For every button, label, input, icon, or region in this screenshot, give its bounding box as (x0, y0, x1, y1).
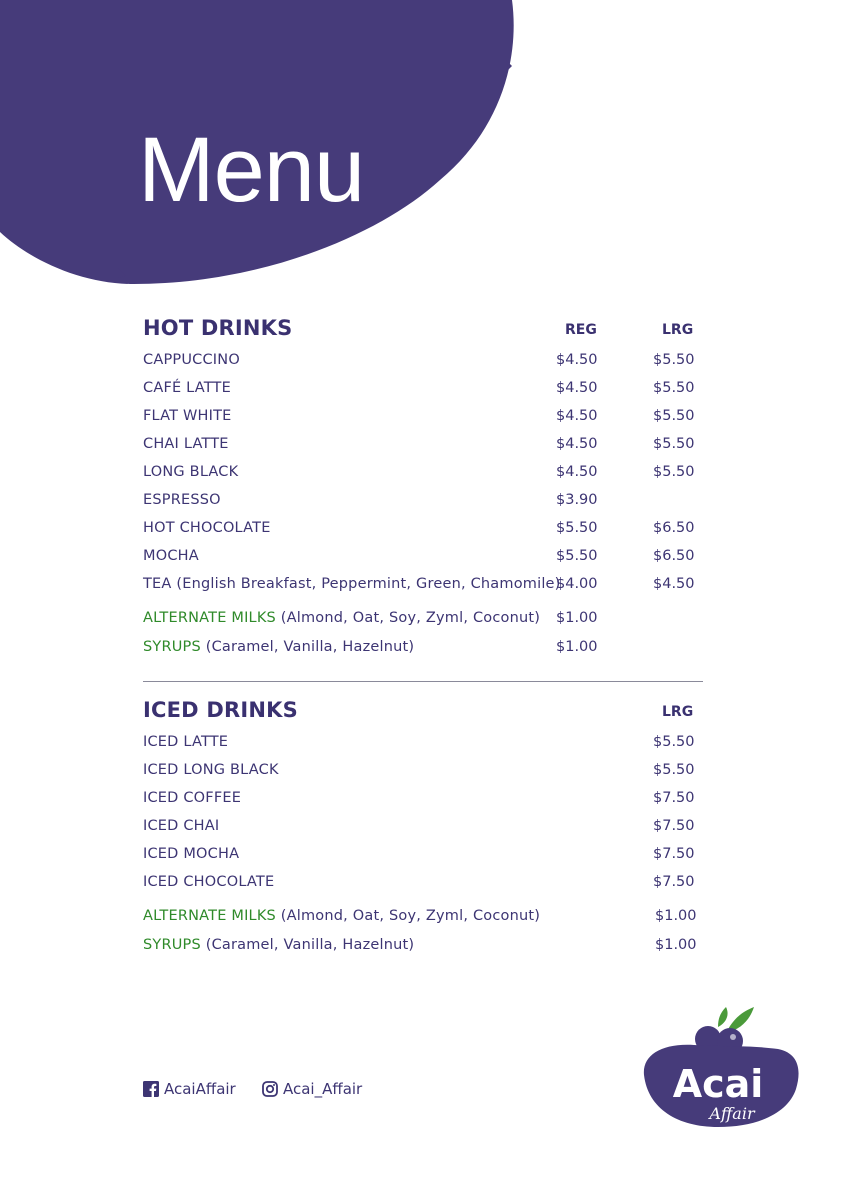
menu-item (143, 520, 703, 548)
menu-item-name: ICED LATTE (143, 734, 229, 750)
menu-extra (143, 908, 703, 937)
price-reg: $4.50 (556, 436, 598, 452)
menu-item (143, 436, 703, 464)
menu-item-name: CAPPUCCINO (143, 352, 240, 368)
extra-name (143, 610, 540, 626)
menu-item-name: ICED LONG BLACK (143, 762, 279, 778)
hot-drinks-section (143, 316, 703, 668)
extra-price: $1.00 (556, 639, 598, 655)
menu-item-name: LONG BLACK (143, 464, 239, 480)
menu-item (143, 846, 703, 874)
menu-item (143, 818, 703, 846)
menu-extra (143, 937, 703, 966)
page-title: Menu (138, 119, 365, 221)
price-lrg: $7.50 (653, 790, 695, 806)
price-lrg: $5.50 (653, 408, 695, 424)
menu-item-name: ESPRESSO (143, 492, 221, 508)
section-title: HOT DRINKS (143, 316, 293, 340)
price-lrg: $7.50 (653, 818, 695, 834)
menu-item-name: CHAI LATTE (143, 436, 229, 452)
hot-drinks-header (143, 316, 703, 352)
menu-extra (143, 639, 703, 668)
menu-item (143, 492, 703, 520)
menu-item-name: ICED MOCHA (143, 846, 240, 862)
section-divider (143, 681, 703, 682)
column-header-lrg: LRG (662, 322, 694, 338)
menu-item (143, 762, 703, 790)
price-reg: $4.50 (556, 352, 598, 368)
iced-drinks-extras (143, 908, 703, 966)
menu-item-name: ICED COFFEE (143, 790, 242, 806)
instagram-icon (262, 1081, 278, 1097)
extra-label: SYRUPS (143, 639, 201, 655)
hot-drinks-extras (143, 610, 703, 668)
extra-note: (Almond, Oat, Soy, Zyml, Coconut) (275, 610, 541, 626)
extra-label: ALTERNATE MILKS (143, 908, 276, 924)
menu-item (143, 874, 703, 902)
menu-item (143, 548, 703, 576)
menu-item (143, 380, 703, 408)
price-lrg: $5.50 (653, 436, 695, 452)
iced-drinks-list (143, 734, 703, 902)
price-lrg: $6.50 (653, 520, 695, 536)
price-reg: $3.90 (556, 492, 598, 508)
menu-item (143, 408, 703, 436)
menu-item-name: TEA (English Breakfast, Peppermint, Green, Chamomile) (143, 576, 561, 592)
extra-label: ALTERNATE MILKS (143, 610, 276, 626)
price-lrg: $7.50 (653, 874, 695, 890)
price-lrg: $5.50 (653, 734, 695, 750)
extra-name (143, 639, 414, 655)
iced-drinks-header (143, 698, 703, 734)
extra-note: (Caramel, Vanilla, Hazelnut) (200, 937, 415, 953)
menu-item (143, 464, 703, 492)
extra-price: $1.00 (655, 908, 697, 924)
acai-affair-logo (638, 1005, 803, 1135)
extra-name (143, 908, 540, 924)
price-reg: $5.50 (556, 548, 598, 564)
facebook-link[interactable] (143, 1080, 236, 1098)
extra-note: (Almond, Oat, Soy, Zyml, Coconut) (275, 908, 541, 924)
menu-item-name: FLAT WHITE (143, 408, 232, 424)
extra-note: (Caramel, Vanilla, Hazelnut) (200, 639, 415, 655)
price-lrg: $5.50 (653, 762, 695, 778)
facebook-handle: AcaiAffair (164, 1080, 236, 1098)
iced-drinks-section (143, 698, 703, 966)
price-lrg: $5.50 (653, 352, 695, 368)
logo-script-text: Affair (709, 1104, 755, 1123)
menu-item-name: HOT CHOCOLATE (143, 520, 271, 536)
extra-price: $1.00 (556, 610, 598, 626)
menu-extra (143, 610, 703, 639)
price-reg: $4.50 (556, 408, 598, 424)
instagram-link[interactable] (262, 1080, 362, 1098)
menu-item-name: ICED CHAI (143, 818, 220, 834)
extra-label: SYRUPS (143, 937, 201, 953)
column-header-lrg: LRG (662, 704, 694, 720)
instagram-handle: Acai_Affair (283, 1080, 363, 1098)
section-title: ICED DRINKS (143, 698, 298, 722)
hot-drinks-list (143, 352, 703, 604)
price-reg: $4.00 (556, 576, 598, 592)
price-lrg: $5.50 (653, 380, 695, 396)
price-reg: $4.50 (556, 464, 598, 480)
logo-main-text: Acai (672, 1062, 764, 1106)
price-lrg: $6.50 (653, 548, 695, 564)
menu-item-name: MOCHA (143, 548, 199, 564)
price-reg: $5.50 (556, 520, 598, 536)
extra-price: $1.00 (655, 937, 697, 953)
menu-item-name: ICED CHOCOLATE (143, 874, 275, 890)
menu-item-name: CAFÉ LATTE (143, 380, 231, 396)
menu-item (143, 576, 703, 604)
price-lrg: $4.50 (653, 576, 695, 592)
menu-item (143, 352, 703, 380)
column-header-reg: REG (565, 322, 597, 338)
menu-item (143, 734, 703, 762)
menu-item (143, 790, 703, 818)
price-lrg: $5.50 (653, 464, 695, 480)
extra-name (143, 937, 414, 953)
price-reg: $4.50 (556, 380, 598, 396)
price-lrg: $7.50 (653, 846, 695, 862)
facebook-icon (143, 1081, 159, 1097)
